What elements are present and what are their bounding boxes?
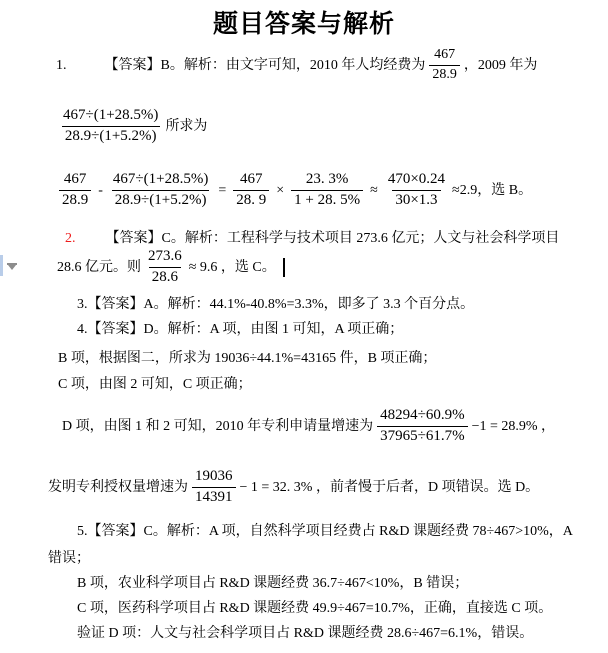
- answer-1-line-1[interactable]: [56, 45, 537, 85]
- fraction-numerator: 467: [434, 46, 456, 62]
- text-run: 验证 D 项：人文与社会科学项目占 R&D 课题经费 28.6÷467=6.1%，错误。: [77, 626, 534, 641]
- fraction-denominator: 14391: [192, 487, 236, 507]
- fraction-numerator: 467: [240, 170, 263, 187]
- answer-2-line-1[interactable]: [65, 228, 559, 248]
- answer-4-line-4[interactable]: [62, 403, 555, 449]
- fraction: [377, 407, 467, 445]
- fraction: [192, 468, 236, 506]
- fraction-numerator: 48294÷60.9%: [380, 406, 465, 423]
- text-run: C 项，医药科学项目占 R&D 课题经费 49.9÷467=10.7%，正确，直接选 C 项。: [77, 601, 553, 616]
- fraction-denominator: 28. 9: [233, 190, 269, 210]
- answer-5-line-2[interactable]: [48, 549, 90, 568]
- fraction: [59, 171, 91, 209]
- answer-2-line-2[interactable]: [57, 246, 285, 288]
- text-run: C 项，由图 2 可知，C 项正确；: [58, 377, 252, 392]
- fraction: [60, 107, 161, 145]
- fraction-denominator: 28.9÷(1+5.2%): [112, 190, 210, 210]
- text-run: 发明专利授权量增速为: [48, 479, 188, 495]
- approx-operator: ≈: [370, 182, 378, 198]
- fraction-numerator: 467÷(1+28.5%): [112, 170, 209, 187]
- text-run: 【答案】B。解析：由文字可知，2010 年人均经费为: [104, 57, 426, 73]
- fraction-numerator: 19036: [195, 467, 233, 484]
- answer-5-line-5[interactable]: [77, 624, 533, 643]
- answer-5-line-1[interactable]: [77, 522, 573, 541]
- answer-5-line-4[interactable]: [77, 599, 552, 618]
- answer-5-line-3[interactable]: [77, 574, 468, 593]
- fraction-numerator: 273.6: [148, 247, 182, 264]
- dropdown-arrow-icon[interactable]: [8, 265, 16, 270]
- fraction-numerator: 467÷(1+28.5%): [63, 106, 159, 123]
- answer-1-line-3[interactable]: [55, 167, 532, 213]
- text-run: ≈2.9，选 B。: [452, 182, 533, 198]
- text-run: ，2009 年为: [463, 57, 538, 73]
- answer-3-line-1[interactable]: [77, 295, 474, 314]
- fraction-numerator: 467: [63, 170, 87, 187]
- text-run: 错误；: [48, 551, 90, 566]
- fraction-numerator: 23. 3%: [305, 170, 349, 187]
- fraction-denominator: 28.6: [149, 267, 181, 287]
- page-title: 题目答案与解析: [212, 11, 395, 38]
- answer-4-line-5[interactable]: [48, 464, 539, 510]
- text-run: −1 = 28.9% ，: [471, 418, 556, 434]
- answer-4-line-3[interactable]: [58, 375, 252, 394]
- text-run: 5.【答案】C。解析：A 项，自然科学项目经费占 R&D 课题经费 78÷467>10%，A: [77, 524, 573, 539]
- minus-operator: -: [98, 182, 103, 198]
- fraction-denominator: 1 + 28. 5%: [291, 190, 363, 210]
- answer-2-number: 2.: [65, 230, 76, 246]
- times-operator: ×: [276, 182, 285, 198]
- fraction-denominator: 30×1.3: [392, 190, 440, 210]
- fraction: [429, 47, 460, 83]
- answer-1-number: 1.: [56, 57, 67, 73]
- fraction: [291, 171, 363, 209]
- fraction-denominator: 28.9÷(1+5.2%): [62, 126, 160, 146]
- fraction: [110, 171, 211, 209]
- paste-options-widget[interactable]: [0, 253, 18, 277]
- widget-edge-bar: [0, 255, 3, 276]
- text-run: 4.【答案】D。解析：A 项，由图 1 可知，A 项正确；: [77, 322, 404, 337]
- text-run: D 项，由图 1 和 2 可知，2010 年专利申请量增速为: [62, 418, 374, 434]
- text-cursor: [283, 258, 285, 277]
- text-run: ≈ 9.6 ，选 C。: [188, 259, 276, 275]
- fraction-denominator: 28.9: [429, 65, 460, 84]
- answer-4-line-2[interactable]: [58, 349, 436, 368]
- fraction: [385, 171, 448, 209]
- answer-4-line-1[interactable]: [77, 320, 403, 339]
- text-run: 所求为: [165, 118, 208, 134]
- fraction-denominator: 37965÷61.7%: [377, 426, 467, 446]
- text-run: − 1 = 32. 3% ，前者慢于后者，D 项错误。选 D。: [239, 479, 540, 495]
- equals-operator: =: [218, 182, 227, 198]
- fraction: [233, 171, 269, 209]
- fraction: [145, 248, 185, 286]
- text-run: B 项，农业科学项目占 R&D 课题经费 36.7÷467<10%，B 错误；: [77, 576, 469, 591]
- fraction-numerator: 470×0.24: [387, 170, 446, 187]
- text-run: B 项，根据图二，所求为 19036÷44.1%=43165 件，B 项正确；: [58, 351, 437, 366]
- text-run: 3.【答案】A。解析：44.1%-40.8%=3.3%，即多了 3.3 个百分点。: [77, 297, 475, 312]
- text-run: 【答案】C。解析：工程科学与技术项目 273.6 亿元；人文与社会科学项目: [105, 230, 560, 246]
- answer-1-line-2[interactable]: [56, 104, 207, 148]
- text-run: 28.6 亿元。则: [57, 259, 141, 275]
- fraction-denominator: 28.9: [59, 190, 91, 210]
